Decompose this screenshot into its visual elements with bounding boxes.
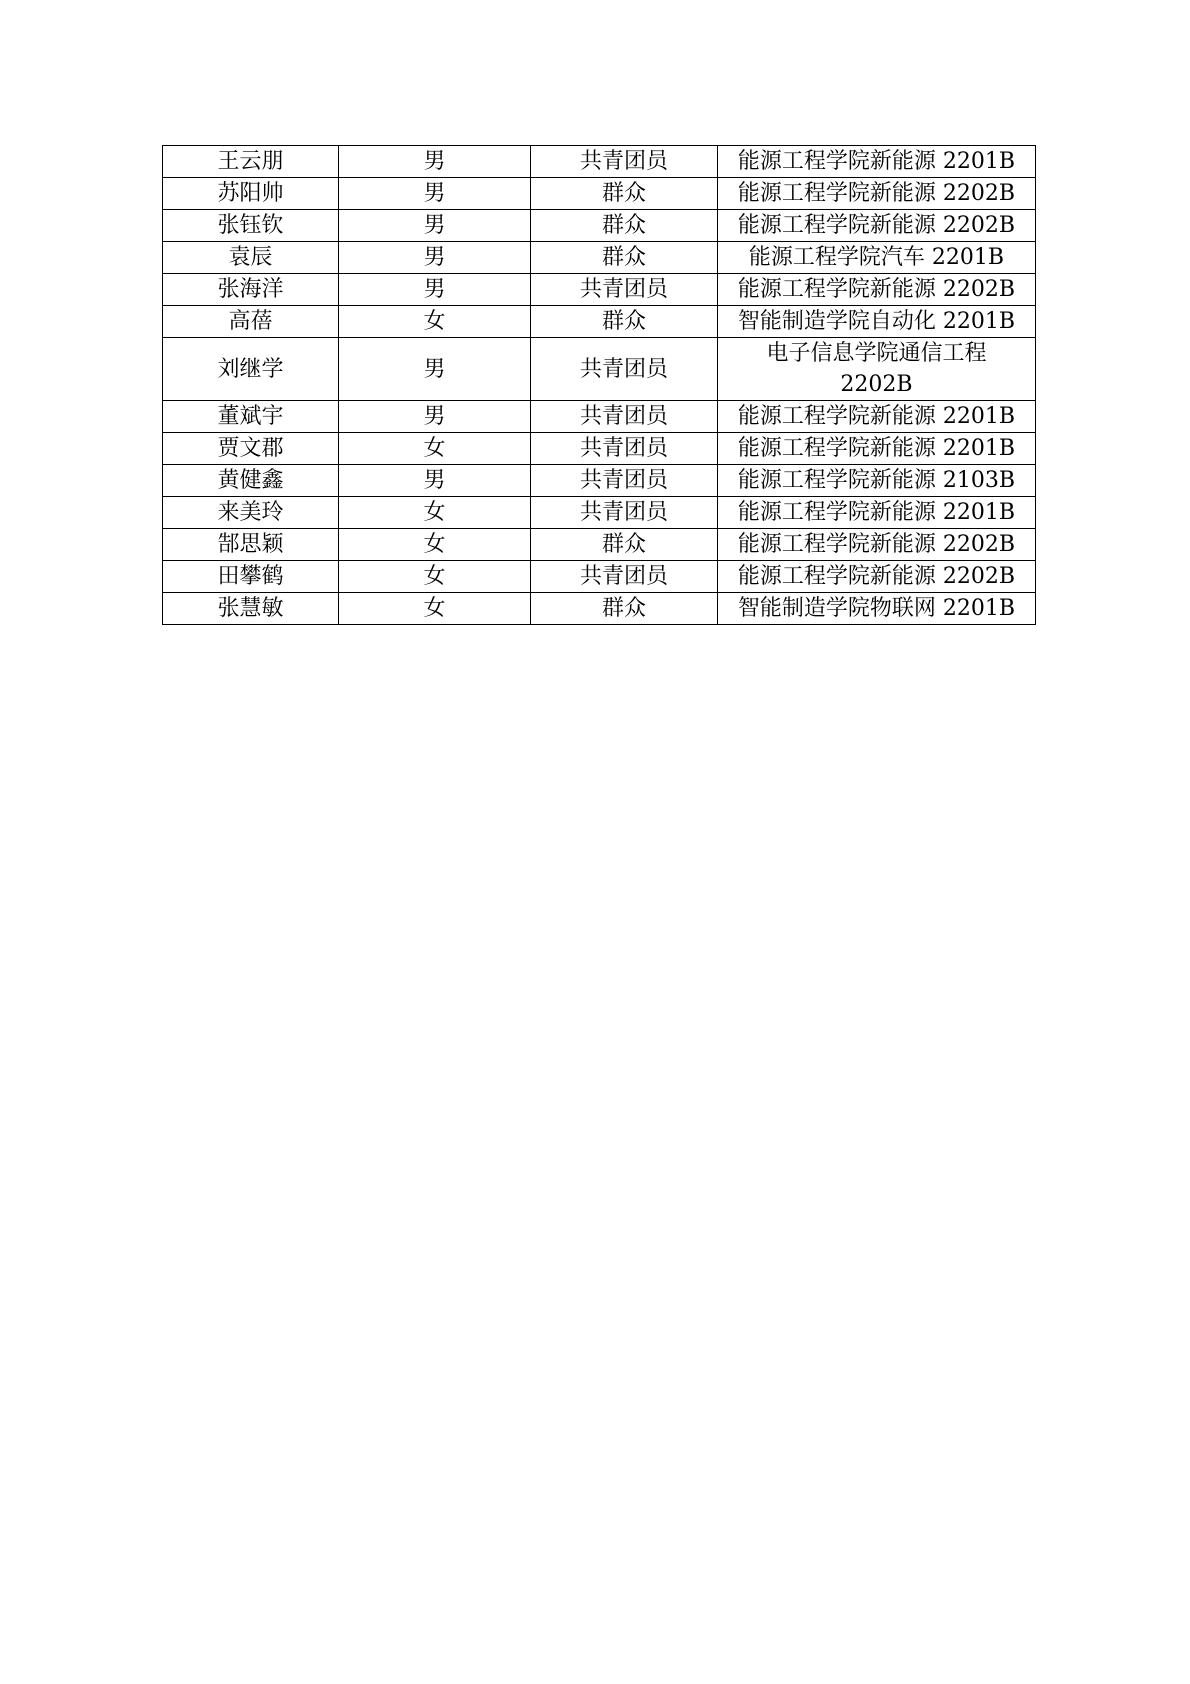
name-cell: 郜思颖: [163, 529, 339, 561]
name-cell: 高蓓: [163, 306, 339, 338]
name-cell: 王云朋: [163, 146, 339, 178]
political-status-cell: 群众: [531, 210, 718, 242]
gender-cell: 女: [339, 306, 531, 338]
political-status-cell: 共青团员: [531, 465, 718, 497]
political-status-cell: 共青团员: [531, 338, 718, 401]
political-status-cell: 群众: [531, 178, 718, 210]
class-unit-cell: 能源工程学院汽车 2201B: [718, 242, 1036, 274]
table-row: [163, 433, 1036, 465]
political-status-cell: 共青团员: [531, 497, 718, 529]
political-status-cell: 共青团员: [531, 561, 718, 593]
political-status-cell: 共青团员: [531, 146, 718, 178]
name-cell: 张海洋: [163, 274, 339, 306]
gender-cell: 男: [339, 401, 531, 433]
table-row: [163, 178, 1036, 210]
name-cell: 苏阳帅: [163, 178, 339, 210]
gender-cell: 女: [339, 497, 531, 529]
gender-cell: 男: [339, 146, 531, 178]
name-cell: 贾文郡: [163, 433, 339, 465]
class-unit-cell: 能源工程学院新能源 2201B: [718, 433, 1036, 465]
table-row: [163, 210, 1036, 242]
class-unit-cell: 能源工程学院新能源 2202B: [718, 561, 1036, 593]
name-cell: 田攀鹤: [163, 561, 339, 593]
class-unit-cell: 能源工程学院新能源 2202B: [718, 529, 1036, 561]
gender-cell: 男: [339, 274, 531, 306]
political-status-cell: 群众: [531, 242, 718, 274]
table-row: [163, 529, 1036, 561]
gender-cell: 女: [339, 593, 531, 625]
political-status-cell: 共青团员: [531, 401, 718, 433]
class-unit-cell: 能源工程学院新能源 2202B: [718, 210, 1036, 242]
political-status-cell: 共青团员: [531, 433, 718, 465]
table-row: [163, 561, 1036, 593]
table-row: [163, 338, 1036, 401]
class-unit-cell: 能源工程学院新能源 2103B: [718, 465, 1036, 497]
name-cell: 刘继学: [163, 338, 339, 401]
name-cell: 张慧敏: [163, 593, 339, 625]
gender-cell: 男: [339, 242, 531, 274]
table-row: [163, 146, 1036, 178]
name-cell: 来美玲: [163, 497, 339, 529]
political-status-cell: 群众: [531, 593, 718, 625]
member-table: [162, 145, 1036, 625]
political-status-cell: 群众: [531, 306, 718, 338]
name-cell: 张钰钦: [163, 210, 339, 242]
name-cell: 黄健鑫: [163, 465, 339, 497]
political-status-cell: 共青团员: [531, 274, 718, 306]
class-unit-cell: 能源工程学院新能源 2201B: [718, 401, 1036, 433]
political-status-cell: 群众: [531, 529, 718, 561]
table-row: [163, 274, 1036, 306]
table-row: [163, 593, 1036, 625]
gender-cell: 女: [339, 433, 531, 465]
gender-cell: 男: [339, 465, 531, 497]
gender-cell: 女: [339, 561, 531, 593]
name-cell: 袁辰: [163, 242, 339, 274]
class-unit-cell: 电子信息学院通信工程 2202B: [718, 338, 1036, 401]
name-cell: 董斌宇: [163, 401, 339, 433]
table-row: [163, 401, 1036, 433]
class-unit-cell: 能源工程学院新能源 2201B: [718, 146, 1036, 178]
class-unit-cell: 智能制造学院物联网 2201B: [718, 593, 1036, 625]
table-row: [163, 306, 1036, 338]
class-unit-cell: 能源工程学院新能源 2202B: [718, 178, 1036, 210]
class-unit-cell: 智能制造学院自动化 2201B: [718, 306, 1036, 338]
table-row: [163, 497, 1036, 529]
class-unit-cell: 能源工程学院新能源 2202B: [718, 274, 1036, 306]
gender-cell: 男: [339, 338, 531, 401]
class-unit-cell: 能源工程学院新能源 2201B: [718, 497, 1036, 529]
gender-cell: 男: [339, 210, 531, 242]
gender-cell: 男: [339, 178, 531, 210]
gender-cell: 女: [339, 529, 531, 561]
table-row: [163, 465, 1036, 497]
table-row: [163, 242, 1036, 274]
